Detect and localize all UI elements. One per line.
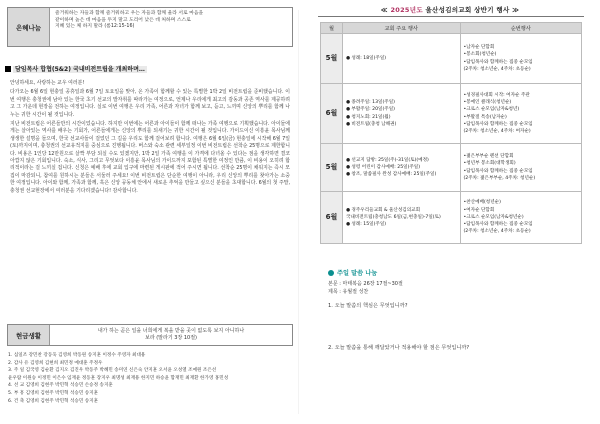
schedule-title: ≪ 2025년도 울산성김의교회 상반기 행사 ≫	[380, 6, 520, 14]
month-cell: 5월	[321, 34, 343, 84]
sermon-title: 제목 : 유월절 성찬	[328, 289, 369, 295]
right-page	[300, 0, 600, 424]
offering-verse: 내가 하는 곧은 일을 너희에게 복을 받을 곳이 없도록 보지 아니하나 보라 (말라기 3장 10절)	[97, 328, 245, 341]
list-item: 1. 십일조 강민찬 강동욱 김영희 박동원 송지훈 이정수 주영자 최대용	[8, 353, 146, 358]
list-item: 5. 부 흥 김영희 김현주 박민혁 석승민 송지훈	[8, 390, 99, 396]
body-paragraph: 지난 비전트립은 어른들만의 시간이었습니다. 하지만 이번에는 어른과 아이들이 함께 떠나는 가족 여행으로 기획했습니다. 아이들에게는 살아있는 역사를 배우는 기회가, 어른들에게는 신앙의 뿌리를 되새기는 귀한 시간이 될 것입니다. 가이드이신 이흥윤 목사님께 생생한 설명을 들으며, 한국 선교사들이 걸었던 그 길을 우리도 함께 걸어보려 합니다. 여행은 6월 6일(금) 현충일에 시작해 6월 7일(토)까지이며, 충청권의 선교유적지를 중심으로 진행됩니다. 버스와 숙소 관련 세부일정 이번 비전트립은 선착순 25명으로 제한합니다. 비용은 1인당 12만원으로 살짝 부담 되실 수도 있겠지만, 1박 2일 가족 여행을 이 가격에 다녀올 수 있다는 점을 생각하면 결코 아깝지 않은 기회입니다. 숙소, 식사, 그리고 무엇보다 이흥윤 목사님의 가이드까지 포함된 특별한 여정인 만큼, 이 비용이 오히려 합리적이라는 걸 느끼실 겁니다. 신청은 예배 후에 교회 입구에 마련된 게시판에 적어 주시면 됩니다. 선착순 25명이 채워지는 즉시 모집이 마감되니, 참여를 원하시는 분들은 서둘러 주세요! 이번 비전트립은 단순한 여행이 아니라, 우리 신앙의 뿌리를 찾아가는 소중한 여정입니다. 아이와 함께, 가족과 함께, 혹은 신앙 공동체 안에서 새로운 추억을 만들고 싶으신 분들을 초대합니다. 6월의 첫 주말, 충청권 선교현장에서 여러분을 기다리겠습니다! 감사합니다.	[10, 121, 290, 194]
verse-line: 같이하며 높은 데 마음을 두지 말고 도리어 낮은 데 처하며 스스로	[55, 17, 191, 23]
month-cell: 6월	[321, 84, 343, 144]
bullet-icon	[5, 66, 11, 72]
list-item: 3. 주 일 김국영 김순환 김지오 김진우 박동주 박혜민 송미연 신은숙 안지훈 오서윤 오성열 조예원 조은선	[8, 368, 217, 374]
events-cell: ● 종려주일: 13일(주일) ● 부활주일: 20일(주일) ● 청지노회: 21일(월) ● 비전트립(충청 남해권)	[342, 84, 460, 144]
list-item: 4. 선 교 김영희 김현주 박민혁 석승민 손승정 송지훈	[8, 383, 113, 389]
verse-line: 지혜 있는 체 하지 말라 (롬12:15-16)	[55, 24, 135, 30]
title-rule	[318, 16, 584, 17]
duties-cell: •젊은부부순 펜션 단합회 •청년부 봉소회(대학생회) •담임목사와 함께하는 집중 순모임 (2주차: 젊은부부순, 4주차: 청년순)	[460, 144, 582, 192]
events-cell: ● 경주우리들교회 & 울산성김의교회 국내비전트립(충청남도 6일(금,현충일)-7일(토) ● 성례: 15일(주일)	[342, 192, 460, 244]
offering-label: 현금생활	[8, 325, 50, 345]
duties-cell: •성경필사대회 시작: 여자순 주관 •봉예인 클래식(청년순) •크로스 순모임(남자&청년) •부활절 특송(남자순) •담임목사와 함께하는 집중 순모임 (2주차: 청소년순, 4주차: 여자순)	[460, 84, 582, 144]
column-header: 월	[321, 23, 343, 34]
verse-box	[7, 7, 293, 47]
page-divider	[298, 10, 299, 414]
list-item: 2. 감사 유 김영희 김현희 최민정 예대훈 주정우	[8, 360, 103, 366]
circle-bullet-icon	[328, 270, 334, 276]
question-2: 2. 오늘 말씀을 통해 깨달았거나 적용해야 할 점은 무엇입니까?	[328, 345, 470, 351]
schedule-table	[320, 22, 582, 244]
offering-box	[7, 324, 293, 346]
table-row	[321, 192, 582, 244]
column-header: 교회 주요 행사	[342, 23, 460, 34]
list-item: 윤우람 이원승 이정민 이은수 임재윤 정동훈 장지우 최명성 최재용 한지민 하승윤 함재민 최재환 한가영 홍민성	[8, 375, 229, 381]
body-paragraph: 안녕하세요, 사랑하는 교우 여러분!	[10, 80, 85, 86]
list-item: 6. 건 축 김영희 김현주 박민혁 석승민 송지훈	[8, 398, 99, 404]
duties-cell: •찬산예배(청년순) •여자순 단합회 •크로스 순모임(남자&청년순) •담임목사와 함께하는 집중 순모임 (2주차: 청소년순, 4주차: 초등순)	[460, 192, 582, 244]
announcement-body	[10, 80, 290, 197]
month-cell: 6월	[321, 192, 343, 244]
events-cell: ● 선교지 답방: 25일(주)-31일(토)(예정) ● 성령 어린이 감사예배: 25일(주일) ● 창조, 말씀필사 완성 감사예배: 25일(주일)	[342, 144, 460, 192]
events-cell: ● 성례: 18일(주일)	[342, 34, 460, 84]
body-paragraph: 다가오는 6월 6일 현충일 공휴일과 6월 7일 토요일을 맞아, 온 가족이 함께할 수 있는 특별한 1박 2일 비전트립을 준비했습니다. 이번 여행은 충청권에 남아 있는 한국 초기 선교의 발자취를 따라가는 여정으로, 언제나 우리에게 최고의 감동과 공존 역사를 제공하려고 그 가운데 현장을 전하는 여정입니다. 실로 이번 여행은 우리 가족, 어른과 자녀가 함께 보고, 듣고, 느끼며 신앙의 뿌리를 함께 나누는 귀한 시간이 될 것입니다.	[10, 89, 290, 118]
verse-text	[50, 8, 292, 46]
table-header-row	[321, 23, 582, 34]
table-row	[321, 144, 582, 192]
verse-line: 즐거워하는 자들과 함께 즐거워하고 우는 자들과 함께 울라 서로 마음을	[55, 11, 204, 16]
verse-label: 은혜나눔	[8, 8, 50, 46]
offering-list	[8, 352, 292, 405]
sermon-passage: 본문 : 마태복음 26장 17절~30절	[328, 281, 403, 287]
announcement-title: 담임목사 합협(5&2) 국내비전트립을 개최하며…	[5, 64, 147, 73]
table-row	[321, 34, 582, 84]
column-header: 순번행사	[460, 23, 582, 34]
question-1: 1. 오늘 말씀의 핵심은 무엇입니까?	[328, 303, 408, 309]
sermon-sharing-heading: 주일 말씀 나눔	[328, 268, 377, 277]
duties-cell: •남자순 단합회 •봉소회(청년순) •담임목사와 함께하는 집중 순모임 (2주차: 청소년순, 4주차: 초등순)	[460, 34, 582, 84]
month-cell: 5월	[321, 144, 343, 192]
table-row	[321, 84, 582, 144]
